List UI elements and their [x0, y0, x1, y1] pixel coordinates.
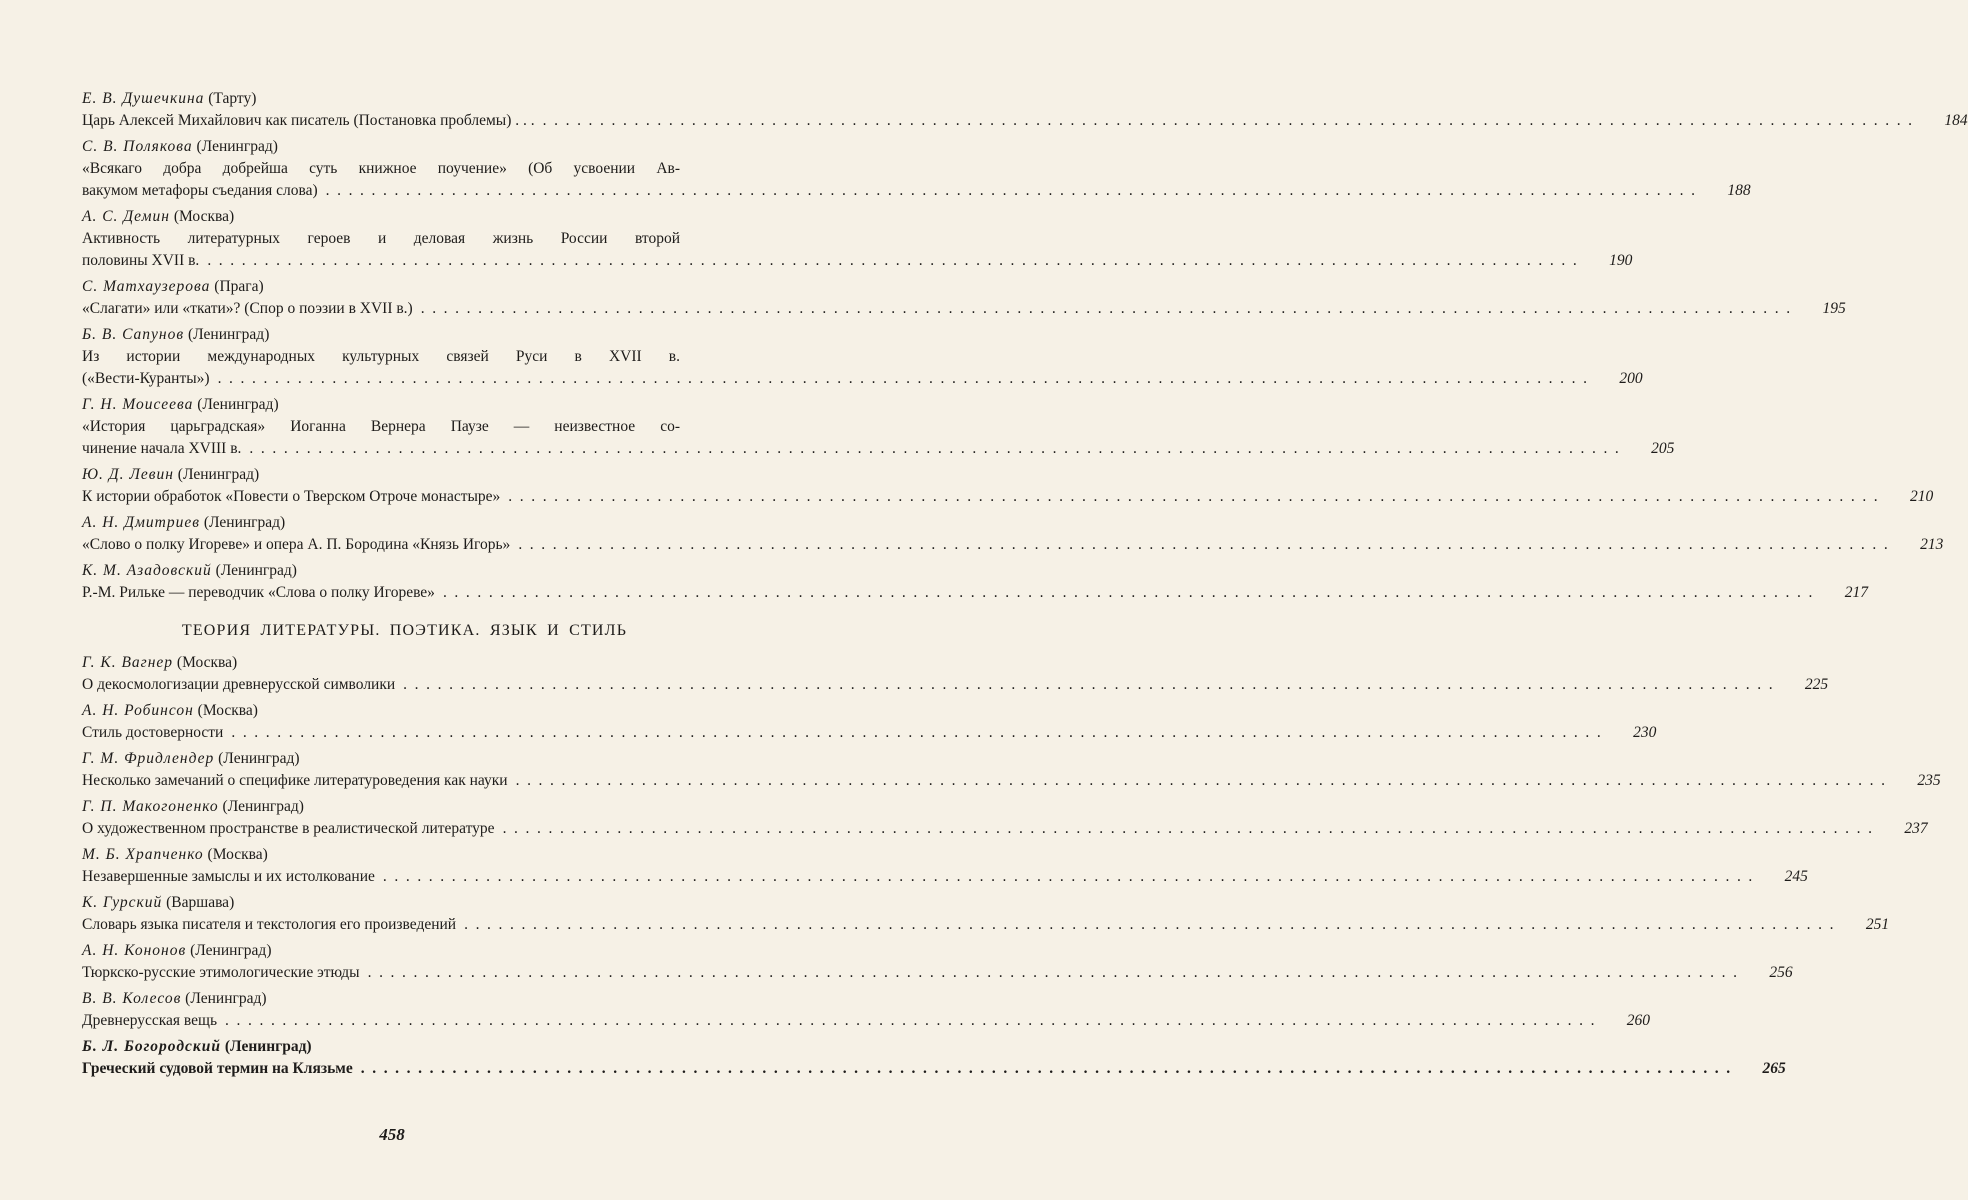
title-last-line: [82, 914, 1890, 936]
author-city: (Ленинград): [203, 514, 286, 531]
page-ref: 251: [1865, 916, 1890, 933]
page-ref: 230: [1633, 724, 1657, 741]
title-last-line: [82, 250, 1633, 272]
page-ref: 190: [1609, 252, 1633, 269]
title-text: Несколько замечаний о специфике литературоведения как науки: [82, 772, 508, 789]
page-ref: 265: [1762, 1060, 1786, 1077]
title-last-line: [82, 110, 1968, 132]
author-city: (Ленинград): [177, 466, 260, 483]
author-name: Г. Н. Моисеева: [82, 396, 194, 413]
title-text: Царь Алексей Михайлович как писатель (Постановка проблемы) . . .: [82, 112, 535, 129]
title-text: «Слово о полку Игореве» и опера А. П. Бородина «Князь Игорь»: [82, 536, 511, 553]
author-line: [82, 136, 727, 158]
title-last-line: [82, 770, 1941, 792]
author-city: (Тарту): [208, 90, 257, 107]
page-ref: 184: [1944, 112, 1968, 129]
dot-leader: ........................................................................................................................: [518, 536, 1896, 553]
title-text: половины XVII в.: [82, 252, 200, 269]
page-ref: 195: [1822, 300, 1846, 317]
title-text: Незавершенные замыслы и их истолкование: [82, 868, 375, 885]
author-name: Е. В. Душечкина: [82, 90, 205, 107]
toc-entry: [82, 940, 1793, 984]
author-line: [82, 844, 727, 866]
page-ref: 210: [1910, 488, 1934, 505]
author-name: А. С. Демин: [82, 208, 170, 225]
dot-leader: ........................................................................................................................: [367, 964, 1745, 981]
author-city: (Ленинград): [185, 990, 267, 1007]
author-name: С. Матхаузерова: [82, 278, 211, 295]
dot-leader: ........................................................................................................................: [382, 868, 1760, 885]
page-number: 458: [379, 1125, 405, 1144]
author-city: (Варшава): [166, 894, 235, 911]
toc-entry: [82, 206, 1633, 272]
page-ref: 188: [1727, 182, 1751, 199]
title-last-line: [82, 866, 1808, 888]
author-line: [82, 796, 727, 818]
toc-entry: [82, 652, 1829, 696]
dot-leader: ........................................................................................................................: [502, 820, 1880, 837]
title-line: «История царьградская» Иоганна Вернера Паузе — неизвестное со-: [82, 418, 680, 435]
author-city: (Ленинград): [215, 562, 297, 579]
author-name: А. Н. Дмитриев: [82, 514, 200, 531]
dot-leader: ........................................................................................................................: [249, 440, 1627, 457]
title-text: чинение начала XVIII в.: [82, 440, 242, 457]
toc-entry: [82, 988, 1651, 1032]
title-text: вакумом метафоры съедания слова): [82, 182, 318, 199]
author-city: (Москва): [207, 846, 268, 863]
title-text: Греческий судовой термин на Клязьме: [82, 1060, 353, 1077]
page-ref: 213: [1920, 536, 1944, 553]
author-name: Г. М. Фридлендер: [82, 750, 215, 767]
author-line: [82, 988, 727, 1010]
page-ref: 245: [1784, 868, 1808, 885]
author-line: [82, 88, 727, 110]
table-of-contents: [82, 88, 1968, 1084]
title-line: «Всякаго добра добрейша суть книжное поучение» (Об усвоении Ав-: [82, 160, 680, 177]
title-last-line: [82, 962, 1793, 984]
dot-leader: ........................................................................................................................: [420, 300, 1798, 317]
title-last-line: [82, 180, 1751, 202]
author-name: Ю. Д. Левин: [82, 466, 174, 483]
author-name: Б. Л. Богородский: [82, 1038, 222, 1055]
toc-entry: [82, 324, 1643, 390]
author-city: (Ленинград): [187, 326, 270, 343]
dot-leader: ........................................................................................................................: [464, 916, 1842, 933]
dot-leader: ........................................................................................................................: [442, 584, 1820, 601]
title-line: Активность литературных героев и деловая жизнь России второй: [82, 230, 680, 247]
author-line: [82, 324, 727, 346]
title-last-line: [82, 818, 1928, 840]
author-line: [82, 512, 727, 534]
author-name: К. М. Азадовский: [82, 562, 212, 579]
page-ref: 205: [1651, 440, 1675, 457]
title-last-line: [82, 368, 1643, 390]
section-heading: ТЕОРИЯ ЛИТЕРАТУРЫ. ПОЭТИКА. ЯЗЫК И СТИЛЬ: [181, 622, 628, 639]
title-text: Словарь языка писателя и текстология его произведений: [82, 916, 457, 933]
title-last-line: [82, 582, 1868, 604]
title-text: К истории обработок «Повести о Тверском Отроче монастыре»: [82, 488, 501, 505]
author-line: [82, 748, 727, 770]
dot-leader: ........................................................................................................................: [325, 182, 1703, 199]
page-ref: 217: [1844, 584, 1868, 601]
author-line: [82, 1036, 727, 1058]
author-line: [82, 940, 727, 962]
page-ref: 235: [1917, 772, 1941, 789]
author-city: (Ленинград): [190, 942, 272, 959]
page-ref: 237: [1904, 820, 1928, 837]
title-text: Стиль достоверности: [82, 724, 224, 741]
title-text: («Вести-Куранты»): [82, 370, 210, 387]
author-line: [82, 276, 727, 298]
title-last-line: [82, 298, 1846, 320]
title-last-line: [82, 722, 1657, 744]
author-city: (Ленинград): [196, 138, 278, 155]
toc-entry: [82, 560, 1868, 604]
author-city: (Ленинград): [224, 1038, 312, 1055]
title-text: Р.-М. Рильке — переводчик «Слова о полку Игореве»: [82, 584, 435, 601]
author-name: К. Гурский: [82, 894, 163, 911]
author-line: [82, 206, 727, 228]
page-ref: 200: [1619, 370, 1643, 387]
author-name: С. В. Полякова: [82, 138, 193, 155]
author-name: А. Н. Кононов: [82, 942, 187, 959]
author-city: (Ленинград): [197, 396, 279, 413]
title-text: «Слагати» или «ткати»? (Спор о поэзии в XVII в.): [82, 300, 413, 317]
title-last-line: [82, 486, 1934, 508]
author-city: (Москва): [173, 208, 235, 225]
title-last-line: [82, 534, 1944, 556]
toc-entry: [82, 136, 1751, 202]
page-ref: 225: [1804, 676, 1829, 693]
toc-entry: [82, 88, 1968, 132]
author-city: (Ленинград): [218, 750, 300, 767]
title-text: О художественном пространстве в реалистической литературе: [82, 820, 495, 837]
dot-leader: ........................................................................................................................: [217, 370, 1595, 387]
title-text: Древнерусская вещь: [82, 1012, 218, 1029]
title-text: Тюркско-русские этимологические этюды: [82, 964, 360, 981]
toc-entry: [82, 748, 1941, 792]
title-last-line: [82, 438, 1675, 460]
author-name: Г. П. Макогоненко: [82, 798, 219, 815]
toc-entry: [82, 394, 1675, 460]
author-name: Г. К. Вагнер: [82, 654, 174, 671]
author-name: М. Б. Храпченко: [82, 846, 204, 863]
toc-entry: [82, 844, 1808, 888]
author-name: В. В. Колесов: [82, 990, 182, 1007]
author-name: А. Н. Робинсон: [82, 702, 194, 719]
title-last-line: [82, 674, 1829, 696]
toc-entry: [82, 700, 1657, 744]
dot-leader: ........................................................................................................................: [225, 1012, 1603, 1029]
toc-entry: [82, 512, 1944, 556]
author-line: [82, 700, 727, 722]
dot-leader: ........................................................................................................................: [542, 112, 1920, 129]
dot-leader: ........................................................................................................................: [207, 252, 1585, 269]
page-ref: 256: [1769, 964, 1793, 981]
title-line: Из истории международных культурных связей Руси в XVII в.: [82, 348, 680, 365]
toc-entry: [82, 892, 1890, 936]
dot-leader: ........................................................................................................................: [508, 488, 1886, 505]
author-line: [82, 464, 727, 486]
page-ref: 260: [1626, 1012, 1651, 1029]
author-city: (Москва): [176, 654, 238, 671]
author-city: (Ленинград): [222, 798, 304, 815]
author-line: [82, 560, 727, 582]
toc-entry: [82, 1036, 1786, 1080]
author-line: [82, 394, 727, 416]
title-last-line: [82, 1010, 1651, 1032]
author-city: (Прага): [214, 278, 264, 295]
dot-leader: ........................................................................................................................: [403, 676, 1781, 693]
toc-entry: [82, 464, 1934, 508]
author-line: [82, 892, 727, 914]
toc-entry: [82, 276, 1846, 320]
toc-entry: [82, 796, 1928, 840]
title-last-line: [82, 1058, 1786, 1080]
dot-leader: ........................................................................................................................: [515, 772, 1893, 789]
author-city: (Москва): [197, 702, 258, 719]
dot-leader: ........................................................................................................................: [231, 724, 1609, 741]
author-name: Б. В. Сапунов: [82, 326, 185, 343]
dot-leader: ........................................................................................................................: [360, 1060, 1738, 1077]
author-line: [82, 652, 727, 674]
title-text: О декосмологизации древнерусской символики: [82, 676, 396, 693]
